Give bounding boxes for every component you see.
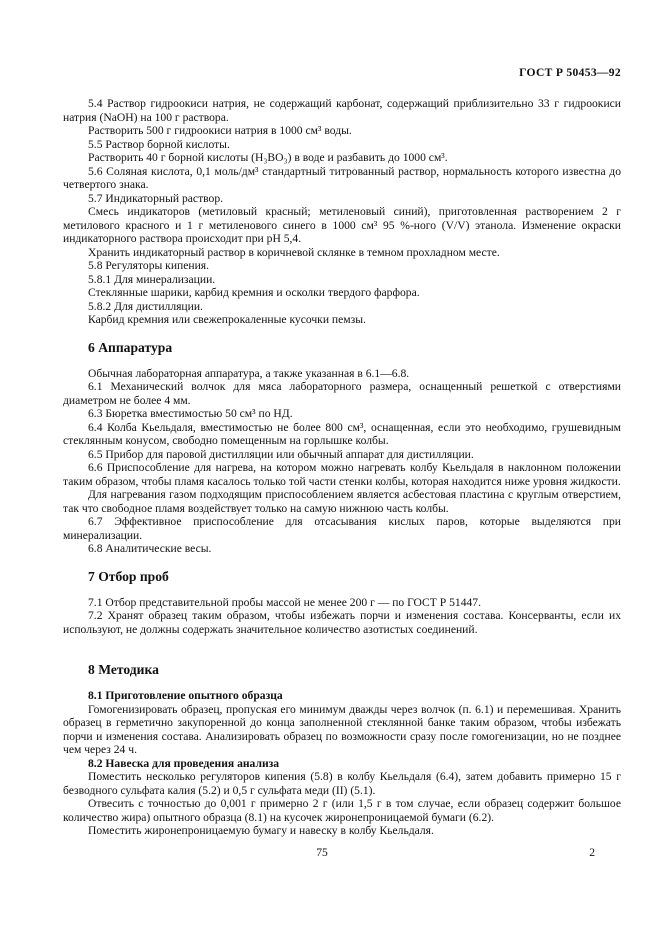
para-5-8-2: 5.8.2 Для дистилляции. [88,299,203,313]
para-7-2: 7.2 Хранят образец таким образом, чтобы избежать порчи и изменения состава. Консерванты, если их используют, не должны содержать значительное количество азотистых соединений. [63,609,621,636]
para-8-2-text-1: Поместить несколько регуляторов кипения (5.8) в колбу Кьельдаля (6.4), затем добавить примерно 15 г безводного сульфата калия (5.2) и 0,5 г сульфата меди (II) (5.1). [63,770,621,797]
sheet-number: 2 [589,846,595,859]
para-8-2-text-3: Поместить жиронепроницаемую бумагу и навеску в колбу Кьельдаля. [88,824,434,837]
para-6-5: 6.5 Прибор для паровой дистилляции или обычный аппарат для дистилляции. [88,447,474,461]
para-6-4: 6.4 Колба Кьельдаля, вместимостью не более 800 см³, оснащенная, если это необходимо, грушевидным стеклянным конусом, свободно помещенным на горлышке колбы. [63,420,621,447]
para-8-2-text-2: Отвесить с точностью до 0,001 г примерно 2 г (или 1,5 г в том случае, если образец содержит большое количество жира) опытного образца (8.1) на кусочек жиронепроницаемой бумаги (6.2). [63,797,621,824]
section-6-title: 6 Аппаратура [88,339,173,355]
para-5-8-1: 5.8.1 Для минерализации. [88,272,216,286]
para-5-7: 5.7 Индикаторный раствор. [88,191,224,205]
section-8-title: 8 Методика [88,662,159,677]
para-6-7: 6.7 Эффективное приспособление для отсасывания кислых паров, которые выделяются при минерализации. [63,515,621,542]
subsection-8-1-title: 8.1 Приготовление опытного образца [88,689,283,702]
subsection-8-2-title: 8.2 Навеска для проведения анализа [88,756,280,770]
para-5-7-mixture: Смесь индикаторов (метиловый красный; метиленовый синий), приготовленная растворением 2 г метилового красного и 1 г метиленового синего в 1000 см³ 95 %-ного (V/V) этанола. Изменение окраски индикаторного раствора происходит при pH 5,4. [63,205,621,245]
para-5-7-storage: Хранить индикаторный раствор в коричневой склянке в темном прохладном месте. [88,245,500,259]
section-7-title: 7 Отбор проб [88,568,169,584]
para-6-1: 6.1 Механический волчок для мяса лабораторного размера, оснащенный решеткой с отверстиями диаметром не более 4 мм. [63,380,621,407]
para-5-8: 5.8 Регуляторы кипения. [88,259,210,272]
para-6-8: 6.8 Аналитические весы. [88,542,212,555]
para-6-3: 6.3 Бюретка вместимостью 50 см³ по НД. [88,407,293,420]
para-5-5: 5.5 Раствор борной кислоты. [88,137,230,151]
page-number: 75 [316,846,328,859]
para-6-6-note: Для нагревания газом подходящим приспособлением является асбестовая пластина с круглым отверстием, так что свободное пламя воздействует только на самую нижнюю часть колбы. [63,488,621,515]
para-8-1-text: Гомогенизировать образец, пропуская его минимум дважды через волчок (п. 6.1) и перемешивая. Хранить образец в герметично закупоренной до конца заполненной стеклянной банке таким образом, чтобы избежать порчи и изменения состава. Анализировать образец по возможности сразу после гомогенизации, но не позднее чем через 24 ч. [63,702,621,756]
para-5-5-dissolve: Растворить 40 г борной кислоты (H₃BO₃) в воде и разбавить до 1000 см³. [88,151,448,164]
para-5-4: 5.4 Раствор гидроокиси натрия, не содержащий карбонат, содержащий приблизительно 33 г гидроокиси натрия (NaOH) на 100 г раствора. [63,97,621,124]
para-7-1: 7.1 Отбор представительной пробы массой не менее 200 г — по ГОСТ Р 51447. [88,595,481,609]
para-6-intro: Обычная лабораторная аппаратура, а также указанная в 6.1—6.8. [88,366,410,380]
document-body [63,97,621,838]
para-5-8-1-detail: Стеклянные шарики, карбид кремния и осколки твердого фарфора. [88,286,420,299]
doc-code: ГОСТ Р 50453—92 [519,66,621,79]
para-5-6: 5.6 Соляная кислота, 0,1 моль/дм³ стандартный титрованный раствор, нормальность которого известна до четвертого знака. [63,164,621,191]
para-5-4-dissolve: Растворить 500 г гидроокиси натрия в 1000 см³ воды. [88,124,352,137]
para-6-6: 6.6 Приспособление для нагрева, на котором можно нагревать колбу Кьельдаля в наклонном положении таким образом, чтобы пламя касалось только той части стенки колбы, которая находится ниже уровня жидкости. [63,461,621,488]
para-5-8-2-detail: Карбид кремния или свежепрокаленные кусочки пемзы. [88,313,366,326]
